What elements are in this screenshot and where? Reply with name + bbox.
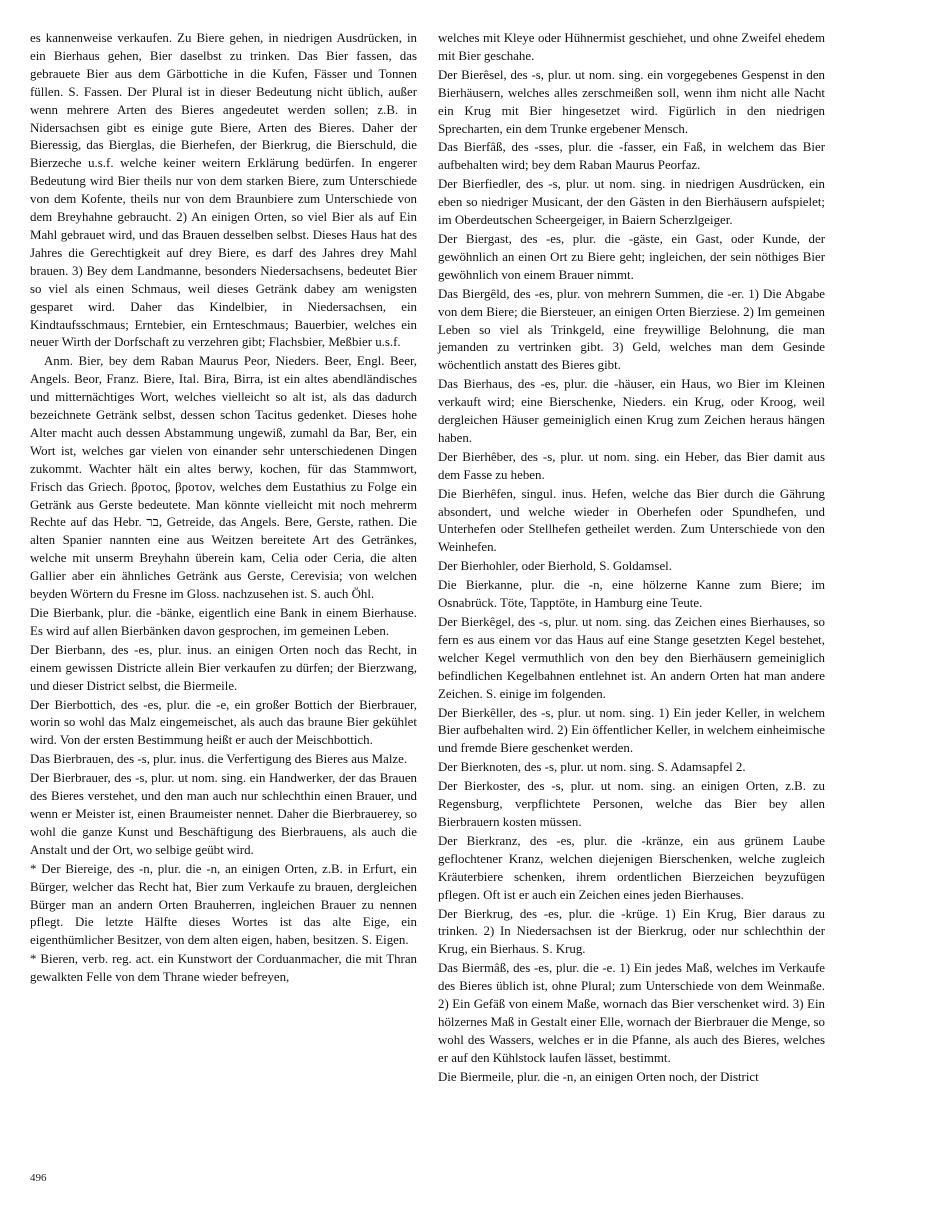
dictionary-entry: Der Bierkoster, des -s, plur. ut nom. sing. an einigen Orten, z.B. zu Regensburg, verpflichtete Personen, welche das Bier bey allen Bierbrauern kosten müssen. <box>438 779 825 829</box>
dictionary-entry: Der Biergast, des -es, plur. die -gäste, ein Gast, oder Kunde, der gewöhnlich an einen Ort zu Biere geht; ingleichen, der sein nöthiges Bier gewöhnlich von einem Brauer nimmt. <box>438 231 825 282</box>
left-column <box>30 30 417 988</box>
right-column <box>438 30 825 1088</box>
dictionary-entry: Das Bierfâß, des -sses, plur. die -fasser, ein Faß, in welchem das Bier aufbehalten wird; bey dem Raban Maurus Peorfaz. <box>438 140 825 173</box>
dictionary-entry: Der Bierfiedler, des -s, plur. ut nom. sing. in niedrigen Ausdrücken, ein eben so niedriger Musicant, der den Gästen in den Bierhäusern aufspielet; im Oberdeutschen Scheergeiger, in Baiern Scherzlgeiger. <box>438 177 825 228</box>
dictionary-entry: Der Bierbann, des -es, plur. inus. an einigen Orten noch das Recht, in einem gewissen Districte allein Bier verkaufen zu dürfen; der Bierzwang, und dieser District selbst, die Biermeile. <box>30 642 417 693</box>
dictionary-entry: Der Bierknoten, des -s, plur. ut nom. sing. S. Adamsapfel 2. <box>438 760 746 775</box>
dictionary-entry: Der Bierhohler, oder Bierhold, S. Goldamsel. <box>438 559 672 574</box>
dictionary-entry: Der Bierêsel, des -s, plur. ut nom. sing. ein vorgegebenes Gespenst in den Bierhäusern, welches alles zerschmeißen soll, wenn ihm nicht alle Nacht ein Krug mit Bier hingesetzet wird. Figürlich in den niedrigen Sprecharten, ein dem Trunke ergebener Mensch. <box>438 67 825 136</box>
dictionary-entry: es kannenweise verkaufen. Zu Biere gehen, in niedrigen Ausdrücken, in ein Bierhaus gehen, Bier daselbst zu trinken. Das Bier fassen, das gebrauete Bier aus dem Gärbottiche in die Kufen, Fässer und Tonnen füllen. S. Fassen. Der Plural ist in dieser Bedeutung nicht üblich, außer wenn mehrere Arten des Bieres angedeutet werden sollen; z.B. in Nidersachsen gibt es einige gute Biere, Arten des Bieres. Daher der Bieressig, das Bierglas, die Bierhefen, der Bierkrug, die Bierschuld, die Bierzeche u.s.f. welche keiner weitern Erklärung bedürfen. In engerer Bedeutung wird Bier theils nur von dem starken Biere, zum Unterschiede von dem Kofente, theils nur von dem Braunbiere zum Unterschiede von dem Breyhahne gebraucht. 2) An einigen Orten, so viel Bier als auf Ein Mahl gebrauet wird, und das Brauen desselben selbst. Dieses Haus hat des Jahres die Gerechtigkeit auf drey Biere, es darf des Jahres drey Mahl brauen. 3) Bey dem Landmanne, besonders Niedersachsens, bedeutet Bier so viel als einen Schmaus, weil dieses Getränk dabey am wenigsten gesparet wird. Daher das Kindelbier, in Niedersachsen, ein Kindtaufsschmaus; Erntebier, ein Ernteschmaus; Bauerbier, welches ein neuer Wirth der Dorfschaft zu verzehren gibt; Flachsbier, Meßbier u.s.f. <box>30 31 417 350</box>
dictionary-entry: Anm. Bier, bey dem Raban Maurus Peor, Nieders. Beer, Engl. Beer, Angels. Beor, Franz. Biere, Ital. Bira, Birra, ist ein altes abendländisches und mitternächtiges Wort, welches vielleicht so alt ist, als das dadurch bezeichnete Getränk selbst, dessen schon Tacitus gedenket. Dieses hohe Alter macht auch dessen Abstammung ungewiß, zumahl da Bar, Ber, ein Wort ist, welches gar vielen von einander sehr unterschiedenen Dingen zukommt. Wachter hält ein altes berwy, kochen, für das Stammwort, Frisch das Griech. βροτος, βροτον, welches dem Eustathius zu Folge ein Getränk aus Gerste bedeutete. Man könnte vielleicht mit noch mehrerm Rechte auf das Hebr. בר, Getreide, das Angels. Bere, Gerste, rathen. Die alten Spanier nannten eine aus Weitzen bereitete Art des Getränkes, welche mit unserm Breyhahn überein kam, Celia oder Ceria, die alten Gallier aber ein ähnliches Getränk aus Gerste, Cerevisia; von welchen beyden Wörtern du Fresne im Gloss. nachzusehen ist. S. auch Öhl. <box>30 354 417 602</box>
dictionary-entry: Das Biergêld, des -es, plur. von mehrern Summen, die -er. 1) Die Abgabe von dem Biere; die Biersteuer, an einigen Orten Bierziese. 2) Im gemeinen Leben so viel als Trinkgeld, eine freywillige Belohnung, die man jemanden zu vertrinken gibt. 3) Geld, welches man dem Gesinde wöchentlich anstatt des Bieres gibt. <box>438 286 825 373</box>
page-number: 496 <box>30 1172 47 1184</box>
dictionary-entry: Die Bierhêfen, singul. inus. Hefen, welche das Bier durch die Gährung absondert, und welche wieder in Oberhefen oder Spundhefen, und Unterhefen oder Stellhefen getheilet werden. Zum Unterschiede von den Weinhefen. <box>438 486 825 555</box>
dictionary-entry: Der Bierhêber, des -s, plur. ut nom. sing. ein Heber, das Bier damit aus dem Fasse zu heben. <box>438 449 825 482</box>
dictionary-entry: Der Bierbottich, des -es, plur. die -e, ein großer Bottich der Bierbrauer, worin so wohl das Malz eingemeischet, als auch das braune Bier gekühlet wird. Von der ersten Bestimmung heißt er auch der Meischbottich. <box>30 697 417 748</box>
dictionary-entry: * Bieren, verb. reg. act. ein Kunstwort der Corduanmacher, die mit Thran gewalkten Felle von dem Thrane wieder befreyen, <box>30 952 417 985</box>
dictionary-entry: Das Bierbrauen, des -s, plur. inus. die Verfertigung des Bieres aus Malze. <box>30 752 408 767</box>
dictionary-entry: Das Biermâß, des -es, plur. die -e. 1) Ein jedes Maß, welches im Verkaufe des Bieres üblich ist, ohne Plural; zum Unterschiede von dem Weinmaße. 2) Ein Gefäß von einem Maße, wornach das Bier verschenket wird. 3) Ein hölzernes Maß in Gestalt einer Elle, wornach der Bierbrauer die Menge, so wohl des Wassers, welches er in die Pfanne, als auch des Bieres, welches er auf den Kühlstock laufen lässet, bestimmt. <box>438 961 825 1065</box>
dictionary-entry: Die Bierbank, plur. die -bänke, eigentlich eine Bank in einem Bierhause. Es wird auf allen Bierbänken davon gesprochen, im gemeinen Leben. <box>30 606 417 638</box>
dictionary-entry: * Der Biereige, des -n, plur. die -n, an einigen Orten, z.B. in Erfurt, ein Bürger, welcher das Recht hat, Bier zum Verkaufe zu brauen, dergleichen Bürger man an andern Orten Brauherren, ingleichen Brauer zu nennen pflegt. Die letzte Hälfte dieses Wortes ist das alte Eige, ein eigenthümlicher Besitzer, von dem alten eigen, haben, besitzen. S. Eigen. <box>30 861 417 948</box>
dictionary-entry: welches mit Kleye oder Hühnermist geschiehet, und ohne Zweifel ehedem mit Bier geschahe. <box>438 31 825 63</box>
dictionary-entry: Die Bierkanne, plur. die -n, eine hölzerne Kanne zum Biere; im Osnabrück. Töte, Tapptöte, in Hamburg eine Teute. <box>438 578 825 611</box>
dictionary-entry: Der Bierkêgel, des -s, plur. ut nom. sing. das Zeichen eines Bierhauses, so fern es aus einem vor das Haus auf eine Stange gesetzten Kegel bestehet, welcher Kegel vermuthlich von den bey den Bierhäusern gemeiniglich befindlichen Kegelbahnen entlehnet ist. An andern Orten hat man andere Zeichen. S. einige im folgenden. <box>438 615 825 701</box>
dictionary-entry: Der Bierkrug, des -es, plur. die -krüge. 1) Ein Krug, Bier daraus zu trinken. 2) In Niedersachsen ist der Bierkrug, oder nur schlechthin der Krug, ein Bierhaus. S. Krug. <box>438 906 825 957</box>
dictionary-entry: Das Bierhaus, des -es, plur. die -häuser, ein Haus, wo Bier im Kleinen verkauft wird; eine Bierschenke, Nieders. ein Krug, oder Kroog, weil dergleichen Häuser gemeiniglich einen Krug zum Zeichen heraus hängen haben. <box>438 377 825 445</box>
dictionary-entry: Der Bierkêller, des -s, plur. ut nom. sing. 1) Ein jeder Keller, in welchem Bier aufbehalten wird. 2) Ein öffentlicher Keller, in welchem einheimische und fremde Biere geschenket werden. <box>438 705 825 756</box>
dictionary-entry: Der Bierbrauer, des -s, plur. ut nom. sing. ein Handwerker, der das Brauen des Bieres verstehet, und den man auch nur schlechthin einen Brauer, und wenn er Meister ist, einen Braumeister nennet. Daher die Bierbrauerey, so wohl die ganze Kunst und Beschäftigung des Bierbrauens, als auch die Anstalt und der Ort, wo selbige geübt wird. <box>30 771 417 857</box>
dictionary-entry: Die Biermeile, plur. die -n, an einigen Orten noch, der District <box>438 1069 759 1084</box>
dictionary-entry: Der Bierkranz, des -es, plur. die -kränze, ein aus grünem Laube geflochtener Kranz, welchen diejenigen Bierschenken, welche zugleich Kräuterbiere schenken, ihrem ordentlichen Bierzeichen beyzufügen pflegen. Oft ist er auch ein Zeichen eines jeden Bierhauses. <box>438 833 825 902</box>
